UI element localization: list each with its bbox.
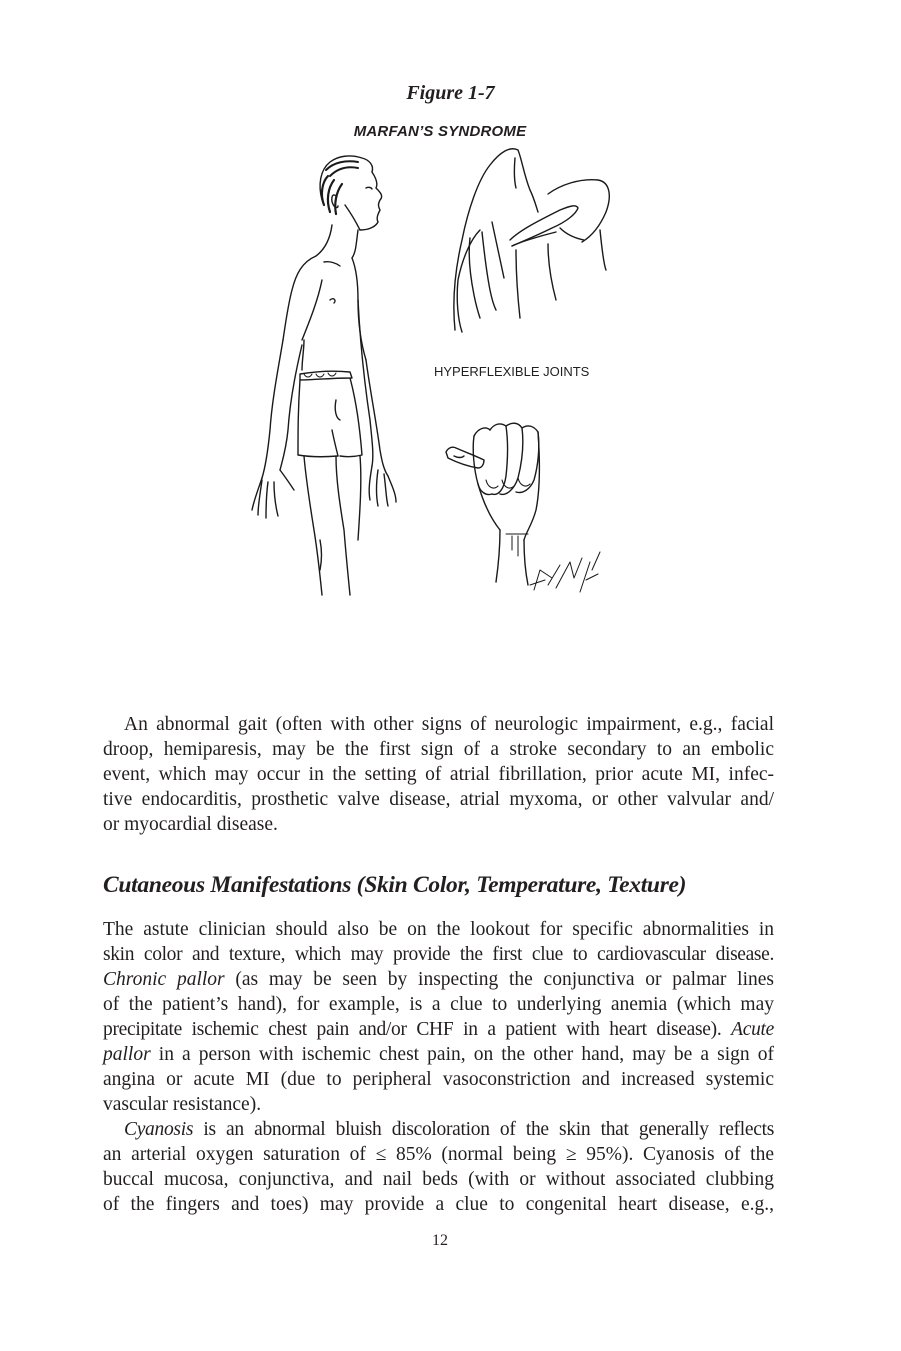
tall-thin-man-figure xyxy=(252,156,396,595)
paragraph-text: in a person with ischemic chest pain, on the other hand, may be a sign of xyxy=(150,1044,774,1065)
paragraph-text: (as may be seen by inspecting the conjunctiva or palmar lines xyxy=(224,969,774,990)
artist-signature xyxy=(530,552,600,592)
term-pallor: pallor xyxy=(103,1044,151,1065)
paragraph-line: event, which may occur in the setting of atrial fibrillation, prior acute MI, infec- xyxy=(103,764,774,785)
term-cyanosis: Cyanosis xyxy=(124,1119,194,1140)
paragraph-line: tive endocarditis, prosthetic valve disease, atrial myxoma, or other valvular and/ xyxy=(103,789,774,810)
paragraph-line: The astute clinician should also be on the lookout for specific abnormalities in xyxy=(103,919,774,940)
paragraph-line: droop, hemiparesis, may be the first sign of a stroke secondary to an embolic xyxy=(103,739,774,760)
section-heading: Cutaneous Manifestations (Skin Color, Temperature, Texture) xyxy=(103,872,687,898)
paragraph-line: of the patient’s hand), for example, is a clue to underlying anemia (which may xyxy=(103,994,774,1015)
paragraph-line xyxy=(103,967,774,992)
term-chronic-pallor: Chronic pallor xyxy=(103,969,225,990)
paragraph-text: is an abnormal bluish discoloration of the skin that generally reflects xyxy=(193,1119,774,1140)
term-acute: Acute xyxy=(731,1019,774,1040)
paragraph-skin-color xyxy=(103,917,774,1117)
page-number: 12 xyxy=(432,1232,448,1249)
paragraph-line: or myocardial disease. xyxy=(103,814,278,835)
paragraph-line: An abnormal gait (often with other signs of neurologic impairment, e.g., facial xyxy=(124,714,774,735)
paragraph-text: precipitate ischemic chest pain and/or CHF in a patient with heart disease). xyxy=(103,1019,732,1040)
paragraph-abnormal-gait xyxy=(103,712,774,837)
paragraph-line: skin color and texture, which may provide the first clue to cardiovascular disease. xyxy=(103,944,774,965)
figure-title: MARFAN’S SYNDROME xyxy=(353,123,527,140)
paragraph-line: buccal mucosa, conjunctiva, and nail beds (with or without associated clubbing xyxy=(103,1169,774,1190)
paragraph-line xyxy=(103,1117,774,1142)
figure-caption: Figure 1-7 xyxy=(406,82,495,104)
paragraph-line: vascular resistance). xyxy=(103,1094,262,1115)
figure-label-hyperflexible-joints: HYPERFLEXIBLE JOINTS xyxy=(434,364,590,379)
paragraph-line: of the fingers and toes) may provide a clue to congenital heart disease, e.g., xyxy=(103,1194,774,1215)
hyperflexible-wrist-hands xyxy=(454,149,609,332)
paragraph-line xyxy=(103,1017,774,1042)
paragraph-line: angina or acute MI (due to peripheral vasoconstriction and increased systemic xyxy=(103,1069,774,1090)
marfan-illustration xyxy=(0,0,901,620)
thumb-across-fist-hand xyxy=(446,423,539,585)
paragraph-cyanosis xyxy=(103,1117,774,1217)
paragraph-line: an arterial oxygen saturation of ≤ 85% (normal being ≥ 95%). Cyanosis of the xyxy=(103,1144,774,1165)
paragraph-line xyxy=(103,1042,774,1067)
